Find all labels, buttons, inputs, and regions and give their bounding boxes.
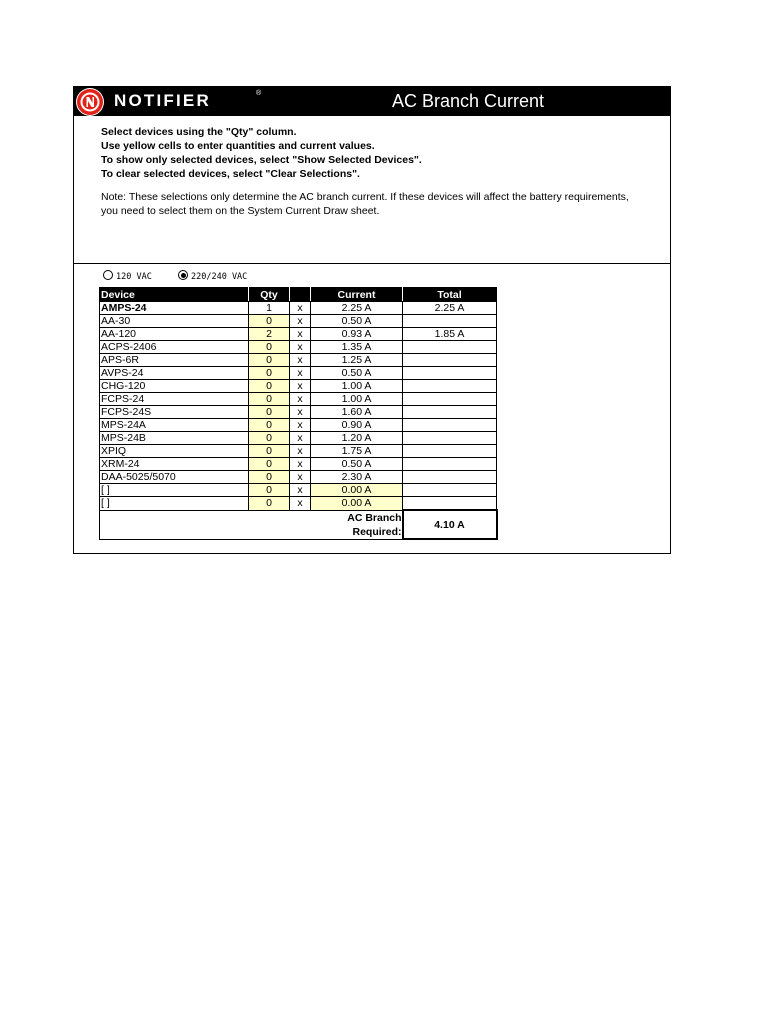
device-cell: ACPS-2406: [100, 341, 249, 354]
multiply-cell: x: [290, 354, 311, 367]
branch-total-value: 4.10 A: [403, 510, 497, 539]
header-current: Current: [311, 288, 403, 302]
total-cell: [403, 341, 497, 354]
multiply-cell: x: [290, 484, 311, 497]
device-cell: AA-120: [100, 328, 249, 341]
total-cell: [403, 432, 497, 445]
qty-cell[interactable]: 1: [249, 302, 290, 315]
current-cell: 1.00 A: [311, 380, 403, 393]
notifier-logo-icon: [76, 88, 104, 116]
radio-button-selected-icon[interactable]: [178, 270, 188, 280]
current-cell: 0.50 A: [311, 367, 403, 380]
qty-cell[interactable]: 0: [249, 419, 290, 432]
table-row: [100, 393, 497, 406]
total-cell: [403, 315, 497, 328]
page-title: AC Branch Current: [392, 91, 545, 111]
device-cell: CHG-120: [100, 380, 249, 393]
total-cell: [403, 380, 497, 393]
instruction-line: Select devices using the "Qty" column.: [101, 126, 297, 138]
total-cell: [403, 393, 497, 406]
total-cell: [403, 367, 497, 380]
device-cell: FCPS-24S: [100, 406, 249, 419]
current-cell[interactable]: 0.00 A: [311, 484, 403, 497]
qty-cell[interactable]: 0: [249, 354, 290, 367]
table-row: [100, 380, 497, 393]
multiply-cell: x: [290, 380, 311, 393]
multiply-cell: x: [290, 406, 311, 419]
note-line: you need to select them on the System Current Draw sheet.: [101, 205, 380, 217]
multiply-cell: x: [290, 458, 311, 471]
current-cell: 0.93 A: [311, 328, 403, 341]
current-cell: 1.75 A: [311, 445, 403, 458]
qty-cell[interactable]: 0: [249, 315, 290, 328]
qty-cell[interactable]: 0: [249, 380, 290, 393]
radio-220-240vac[interactable]: [178, 270, 247, 282]
instruction-line: To clear selected devices, select "Clear Selections".: [101, 168, 360, 180]
current-cell: 0.50 A: [311, 315, 403, 328]
current-cell: 1.00 A: [311, 393, 403, 406]
current-cell: 0.90 A: [311, 419, 403, 432]
total-cell: [403, 445, 497, 458]
total-cell: [403, 458, 497, 471]
device-cell: AVPS-24: [100, 367, 249, 380]
total-cell: [403, 419, 497, 432]
table-row: [100, 497, 497, 511]
current-cell: 1.20 A: [311, 432, 403, 445]
table-row: [100, 341, 497, 354]
table-row: [100, 354, 497, 367]
device-cell: XPIQ: [100, 445, 249, 458]
multiply-cell: x: [290, 497, 311, 511]
radio-label: 220/240 VAC: [191, 272, 248, 282]
instruction-line: To show only selected devices, select "Show Selected Devices".: [101, 154, 422, 166]
table-header-row: [100, 288, 497, 302]
current-cell[interactable]: 0.00 A: [311, 497, 403, 511]
qty-cell[interactable]: 0: [249, 445, 290, 458]
device-cell: [ ]: [100, 484, 249, 497]
device-cell: FCPS-24: [100, 393, 249, 406]
instructions-panel: [74, 116, 670, 264]
device-cell: DAA-5025/5070: [100, 471, 249, 484]
qty-cell[interactable]: 0: [249, 497, 290, 511]
device-cell: MPS-24B: [100, 432, 249, 445]
qty-cell[interactable]: 0: [249, 341, 290, 354]
note-text: [101, 190, 666, 218]
table-row: [100, 419, 497, 432]
branch-label-line: AC Branch: [347, 511, 402, 524]
table-row: [100, 367, 497, 380]
current-cell: 2.25 A: [311, 302, 403, 315]
note-line: Note: These selections only determine the AC branch current. If these devices will affect the battery requirements,: [101, 191, 629, 203]
table-row: [100, 406, 497, 419]
qty-cell[interactable]: 0: [249, 406, 290, 419]
table-row: [100, 315, 497, 328]
table-row: [100, 458, 497, 471]
qty-cell[interactable]: 0: [249, 432, 290, 445]
multiply-cell: x: [290, 315, 311, 328]
total-cell: [403, 406, 497, 419]
branch-label-line: Required:: [352, 525, 402, 538]
multiply-cell: x: [290, 471, 311, 484]
qty-cell[interactable]: 2: [249, 328, 290, 341]
branch-label: [100, 510, 403, 539]
multiply-cell: x: [290, 432, 311, 445]
qty-cell[interactable]: 0: [249, 471, 290, 484]
current-cell: 2.30 A: [311, 471, 403, 484]
total-cell: [403, 484, 497, 497]
table-row: [100, 302, 497, 315]
instruction-line: Use yellow cells to enter quantities and current values.: [101, 140, 375, 152]
qty-cell[interactable]: 0: [249, 484, 290, 497]
multiply-cell: x: [290, 393, 311, 406]
radio-label: 120 VAC: [116, 272, 152, 282]
qty-cell[interactable]: 0: [249, 367, 290, 380]
total-cell: [403, 497, 497, 511]
table-row: [100, 432, 497, 445]
table-row: [100, 471, 497, 484]
header-qty: Qty: [249, 288, 290, 302]
total-cell: 2.25 A: [403, 302, 497, 315]
radio-120vac[interactable]: [103, 270, 152, 282]
header-bar: [74, 87, 670, 116]
table-row: [100, 328, 497, 341]
multiply-cell: x: [290, 302, 311, 315]
logo-wordmark: NOTIFIER: [114, 91, 211, 110]
device-cell: [ ]: [100, 497, 249, 511]
current-cell: 0.50 A: [311, 458, 403, 471]
current-cell: 1.35 A: [311, 341, 403, 354]
total-cell: 1.85 A: [403, 328, 497, 341]
qty-cell[interactable]: 0: [249, 393, 290, 406]
instruction-list: [101, 125, 422, 181]
device-cell: MPS-24A: [100, 419, 249, 432]
total-cell: [403, 354, 497, 367]
header-total: Total: [403, 288, 497, 302]
worksheet: [73, 86, 671, 554]
device-cell: AA-30: [100, 315, 249, 328]
multiply-cell: x: [290, 328, 311, 341]
branch-total-row: [100, 510, 497, 539]
current-cell: 1.60 A: [311, 406, 403, 419]
header-multiply: [290, 288, 311, 302]
radio-button-icon[interactable]: [103, 270, 113, 280]
multiply-cell: x: [290, 341, 311, 354]
device-table: [99, 287, 498, 540]
registered-mark: ®: [256, 90, 262, 97]
total-cell: [403, 471, 497, 484]
qty-cell[interactable]: 0: [249, 458, 290, 471]
multiply-cell: x: [290, 367, 311, 380]
multiply-cell: x: [290, 419, 311, 432]
table-row: [100, 445, 497, 458]
device-cell: XRM-24: [100, 458, 249, 471]
header-device: Device: [100, 288, 249, 302]
current-cell: 1.25 A: [311, 354, 403, 367]
device-cell: APS-6R: [100, 354, 249, 367]
device-cell: AMPS-24: [100, 302, 249, 315]
multiply-cell: x: [290, 445, 311, 458]
table-row: [100, 484, 497, 497]
